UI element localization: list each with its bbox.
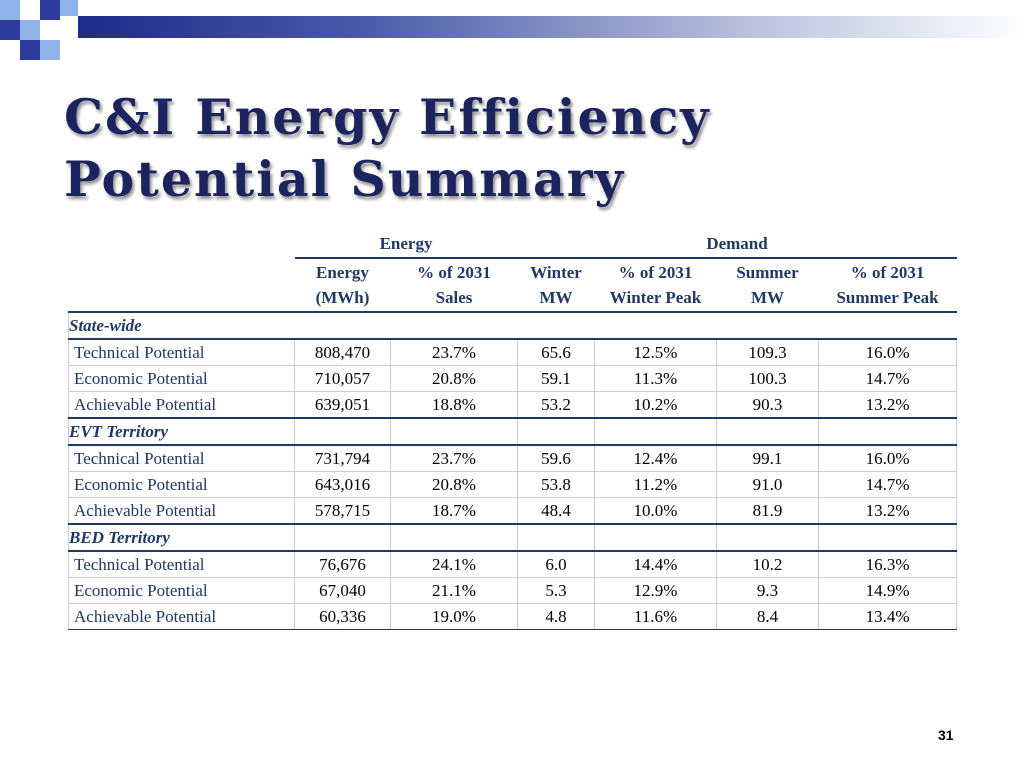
table-cell: 14.4%: [595, 551, 717, 578]
table-cell: 10.0%: [595, 498, 717, 525]
row-label: Technical Potential: [69, 551, 295, 578]
table-cell: 65.6: [518, 339, 595, 366]
row-label: Economic Potential: [69, 578, 295, 604]
table-cell: 53.8: [518, 472, 595, 498]
table-row: [69, 604, 957, 630]
table-cell: 8.4: [717, 604, 819, 630]
potential-summary-table: [68, 230, 957, 630]
table-cell: 100.3: [717, 366, 819, 392]
table-cell: 14.7%: [819, 472, 957, 498]
table-row: [69, 392, 957, 419]
table-cell: 23.7%: [391, 445, 518, 472]
header-gradient-bar: [78, 16, 1024, 38]
table-cell: 20.8%: [391, 366, 518, 392]
table-cell: 12.9%: [595, 578, 717, 604]
section-title: State-wide: [69, 312, 957, 339]
table-cell: 639,051: [295, 392, 391, 419]
table-row: [69, 472, 957, 498]
table-cell: 808,470: [295, 339, 391, 366]
table-cell: 10.2: [717, 551, 819, 578]
table-cell: 14.9%: [819, 578, 957, 604]
table-cell: 11.2%: [595, 472, 717, 498]
column-header: Summer MW: [717, 258, 819, 312]
deco-square: [0, 20, 20, 40]
table-row: [69, 578, 957, 604]
table-cell: 18.8%: [391, 392, 518, 419]
table-cell: 16.0%: [819, 445, 957, 472]
group-header-demand: Demand: [518, 230, 957, 258]
table-cell: 90.3: [717, 392, 819, 419]
table-row: [69, 445, 957, 472]
table-cell: 16.3%: [819, 551, 957, 578]
table-cell: 9.3: [717, 578, 819, 604]
row-label: Technical Potential: [69, 445, 295, 472]
table-cell: 578,715: [295, 498, 391, 525]
table-row: [69, 366, 957, 392]
slide-title: [64, 86, 711, 210]
column-header: Energy (MWh): [295, 258, 391, 312]
table-cell: 14.7%: [819, 366, 957, 392]
table-cell: 13.4%: [819, 604, 957, 630]
table-cell: 24.1%: [391, 551, 518, 578]
row-label: Technical Potential: [69, 339, 295, 366]
table-cell: 60,336: [295, 604, 391, 630]
table-cell: 91.0: [717, 472, 819, 498]
section-header-row: [69, 524, 957, 551]
table-cell: 710,057: [295, 366, 391, 392]
table-cell: 6.0: [518, 551, 595, 578]
section-header-row: [69, 418, 957, 445]
table-cell: 19.0%: [391, 604, 518, 630]
table-cell: 18.7%: [391, 498, 518, 525]
table-cell: 4.8: [518, 604, 595, 630]
table-cell: 53.2: [518, 392, 595, 419]
table-cell: 11.6%: [595, 604, 717, 630]
row-label: Economic Potential: [69, 472, 295, 498]
table-cell: 109.3: [717, 339, 819, 366]
table-cell: 12.4%: [595, 445, 717, 472]
table-cell: 67,040: [295, 578, 391, 604]
table-cell: 11.3%: [595, 366, 717, 392]
deco-square: [20, 20, 40, 40]
row-label: Achievable Potential: [69, 498, 295, 525]
table-cell: 20.8%: [391, 472, 518, 498]
table-cell: 21.1%: [391, 578, 518, 604]
table-cell: 76,676: [295, 551, 391, 578]
page-number: 31: [938, 727, 954, 743]
table-row: [69, 551, 957, 578]
table-row: [69, 498, 957, 525]
row-label: Achievable Potential: [69, 604, 295, 630]
table-cell: 5.3: [518, 578, 595, 604]
group-header-energy: Energy: [295, 230, 518, 258]
section-title: EVT Territory: [69, 418, 295, 445]
deco-square: [20, 40, 40, 60]
table-cell: 59.1: [518, 366, 595, 392]
deco-square: [60, 0, 78, 16]
column-header: Winter MW: [518, 258, 595, 312]
deco-square: [40, 40, 60, 60]
deco-square: [0, 0, 20, 20]
table-cell: 81.9: [717, 498, 819, 525]
title-line-2: Potential Summary: [64, 150, 626, 208]
table-cell: 13.2%: [819, 392, 957, 419]
table-cell: 99.1: [717, 445, 819, 472]
table-cell: 10.2%: [595, 392, 717, 419]
column-header-row: [69, 258, 957, 312]
table-cell: 23.7%: [391, 339, 518, 366]
column-header: % of 2031 Summer Peak: [819, 258, 957, 312]
table-cell: 48.4: [518, 498, 595, 525]
table-cell: 12.5%: [595, 339, 717, 366]
row-label: Achievable Potential: [69, 392, 295, 419]
section-title: BED Territory: [69, 524, 295, 551]
table-cell: 13.2%: [819, 498, 957, 525]
column-header: % of 2031 Sales: [391, 258, 518, 312]
table-cell: 731,794: [295, 445, 391, 472]
deco-square: [20, 0, 40, 20]
row-label: Economic Potential: [69, 366, 295, 392]
deco-square: [40, 20, 60, 40]
table-row: [69, 339, 957, 366]
section-header-row: [69, 312, 957, 339]
title-line-1: C&I Energy Efficiency: [64, 88, 711, 146]
table-cell: 643,016: [295, 472, 391, 498]
deco-square: [40, 0, 60, 20]
table-cell: 59.6: [518, 445, 595, 472]
group-header-row: [69, 230, 957, 258]
column-header: % of 2031 Winter Peak: [595, 258, 717, 312]
table-cell: 16.0%: [819, 339, 957, 366]
